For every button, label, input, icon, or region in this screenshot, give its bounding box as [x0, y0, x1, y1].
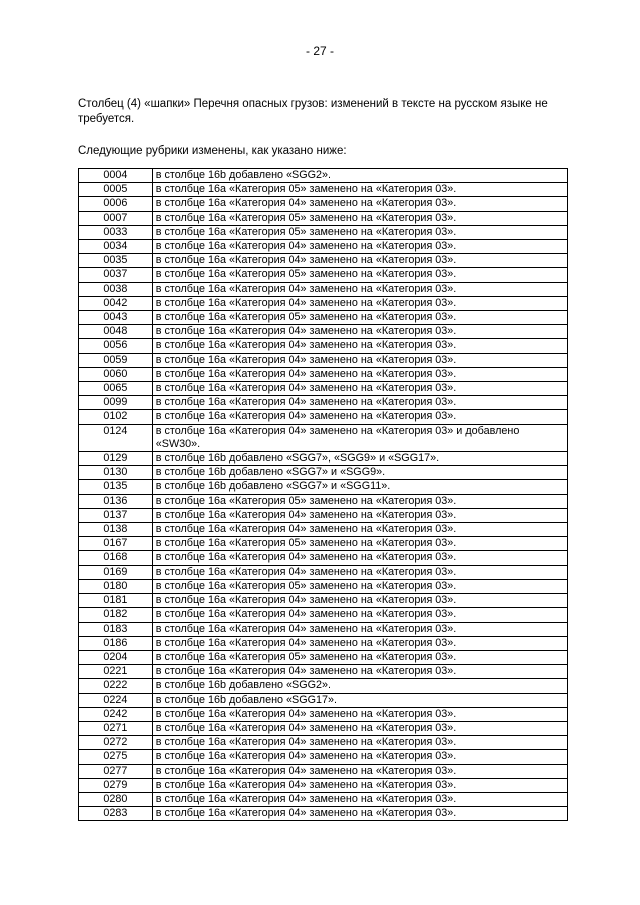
- table-row: [79, 537, 568, 551]
- un-number-cell: 0204: [79, 650, 153, 664]
- un-number-cell: 0042: [79, 296, 153, 310]
- amendment-text-cell: в столбце 16а «Категория 04» заменено на «Категория 03».: [152, 254, 567, 268]
- amendment-text-cell: в столбце 16а «Категория 04» заменено на «Категория 03».: [152, 707, 567, 721]
- amendment-text-cell: в столбце 16а «Категория 04» заменено на «Категория 03».: [152, 240, 567, 254]
- amendment-text-cell: в столбце 16а «Категория 04» заменено на «Категория 03».: [152, 339, 567, 353]
- table-row: [79, 353, 568, 367]
- amendment-text-cell: в столбце 16а «Категория 04» заменено на «Категория 03».: [152, 551, 567, 565]
- un-number-cell: 0136: [79, 494, 153, 508]
- table-row: [79, 424, 568, 451]
- amendment-text-cell: в столбце 16а «Категория 05» заменено на «Категория 03».: [152, 268, 567, 282]
- amendment-text-cell: в столбце 16а «Категория 04» заменено на «Категория 03».: [152, 367, 567, 381]
- un-number-cell: 0033: [79, 225, 153, 239]
- un-number-cell: 0099: [79, 396, 153, 410]
- un-number-cell: 0271: [79, 721, 153, 735]
- table-row: [79, 494, 568, 508]
- amendment-text-cell: в столбце 16а «Категория 04» заменено на «Категория 03».: [152, 282, 567, 296]
- amendment-text-cell: в столбце 16а «Категория 04» заменено на «Категория 03».: [152, 565, 567, 579]
- table-row: [79, 268, 568, 282]
- un-number-cell: 0056: [79, 339, 153, 353]
- un-number-cell: 0059: [79, 353, 153, 367]
- table-row: [79, 367, 568, 381]
- intro-paragraph: Столбец (4) «шапки» Перечня опасных грузов: изменений в тексте на русском языке не требуется.: [78, 98, 548, 125]
- un-number-cell: 0181: [79, 594, 153, 608]
- amendment-text-cell: в столбце 16b добавлено «SGG2».: [152, 679, 567, 693]
- un-number-cell: 0182: [79, 608, 153, 622]
- amendment-text-cell: в столбце 16а «Категория 04» заменено на «Категория 03».: [152, 382, 567, 396]
- un-number-cell: 0168: [79, 551, 153, 565]
- amendment-text-cell: в столбце 16а «Категория 04» заменено на «Категория 03».: [152, 523, 567, 537]
- amendment-text-cell: в столбце 16а «Категория 04» заменено на «Категория 03».: [152, 296, 567, 310]
- table-row: [79, 466, 568, 480]
- table-row: [79, 311, 568, 325]
- table-row: [79, 169, 568, 183]
- amendment-text-cell: в столбце 16а «Категория 04» заменено на «Категория 03».: [152, 665, 567, 679]
- table-row: [79, 608, 568, 622]
- amendment-text-cell: в столбце 16а «Категория 04» заменено на «Категория 03».: [152, 353, 567, 367]
- amendment-text-cell: в столбце 16b добавлено «SGG7» и «SGG9».: [152, 466, 567, 480]
- un-number-cell: 0280: [79, 792, 153, 806]
- un-number-cell: 0129: [79, 452, 153, 466]
- table-row: [79, 807, 568, 821]
- amendment-text-cell: в столбце 16а «Категория 04» заменено на «Категория 03».: [152, 636, 567, 650]
- un-number-cell: 0277: [79, 764, 153, 778]
- un-number-cell: 0038: [79, 282, 153, 296]
- un-number-cell: 0005: [79, 183, 153, 197]
- un-number-cell: 0279: [79, 778, 153, 792]
- un-number-cell: 0138: [79, 523, 153, 537]
- un-number-cell: 0283: [79, 807, 153, 821]
- amendments-table-body: [79, 169, 568, 821]
- table-row: [79, 736, 568, 750]
- un-number-cell: 0137: [79, 508, 153, 522]
- table-row: [79, 508, 568, 522]
- table-row: [79, 679, 568, 693]
- table-row: [79, 750, 568, 764]
- table-row: [79, 452, 568, 466]
- table-row: [79, 480, 568, 494]
- table-row: [79, 778, 568, 792]
- table-row: [79, 565, 568, 579]
- amendment-text-cell: в столбце 16а «Категория 04» заменено на «Категория 03».: [152, 736, 567, 750]
- table-row: [79, 183, 568, 197]
- amendment-text-cell: в столбце 16а «Категория 04» заменено на «Категория 03» и добавлено «SW30».: [152, 424, 567, 451]
- table-row: [79, 551, 568, 565]
- un-number-cell: 0060: [79, 367, 153, 381]
- amendments-table: [78, 168, 568, 821]
- un-number-cell: 0124: [79, 424, 153, 451]
- un-number-cell: 0006: [79, 197, 153, 211]
- un-number-cell: 0048: [79, 325, 153, 339]
- amendment-text-cell: в столбце 16а «Категория 05» заменено на «Категория 03».: [152, 311, 567, 325]
- un-number-cell: 0035: [79, 254, 153, 268]
- amendment-text-cell: в столбце 16а «Категория 05» заменено на «Категория 03».: [152, 579, 567, 593]
- amendment-text-cell: в столбце 16а «Категория 05» заменено на «Категория 03».: [152, 183, 567, 197]
- un-number-cell: 0130: [79, 466, 153, 480]
- amendment-text-cell: в столбце 16а «Категория 04» заменено на «Категория 03».: [152, 750, 567, 764]
- amendment-text-cell: в столбце 16а «Категория 05» заменено на «Категория 03».: [152, 211, 567, 225]
- amendment-text-cell: в столбце 16а «Категория 04» заменено на «Категория 03».: [152, 594, 567, 608]
- un-number-cell: 0183: [79, 622, 153, 636]
- table-row: [79, 254, 568, 268]
- table-row: [79, 594, 568, 608]
- page-number: - 27 -: [305, 44, 334, 58]
- amendment-text-cell: в столбце 16b добавлено «SGG17».: [152, 693, 567, 707]
- un-number-cell: 0065: [79, 382, 153, 396]
- table-row: [79, 339, 568, 353]
- un-number-cell: 0007: [79, 211, 153, 225]
- un-number-cell: 0222: [79, 679, 153, 693]
- amendment-text-cell: в столбце 16а «Категория 04» заменено на «Категория 03».: [152, 197, 567, 211]
- un-number-cell: 0275: [79, 750, 153, 764]
- amendment-text-cell: в столбце 16а «Категория 04» заменено на «Категория 03».: [152, 792, 567, 806]
- un-number-cell: 0043: [79, 311, 153, 325]
- table-row: [79, 622, 568, 636]
- table-row: [79, 396, 568, 410]
- un-number-cell: 0180: [79, 579, 153, 593]
- amendment-text-cell: в столбце 16а «Категория 04» заменено на «Категория 03».: [152, 396, 567, 410]
- un-number-cell: 0004: [79, 169, 153, 183]
- amendment-text-cell: в столбце 16а «Категория 05» заменено на «Категория 03».: [152, 494, 567, 508]
- amendment-text-cell: в столбце 16b добавлено «SGG2».: [152, 169, 567, 183]
- un-number-cell: 0037: [79, 268, 153, 282]
- un-number-cell: 0167: [79, 537, 153, 551]
- table-row: [79, 282, 568, 296]
- table-row: [79, 240, 568, 254]
- amendment-text-cell: в столбце 16а «Категория 05» заменено на «Категория 03».: [152, 650, 567, 664]
- table-row: [79, 325, 568, 339]
- table-row: [79, 382, 568, 396]
- table-row: [79, 636, 568, 650]
- table-row: [79, 693, 568, 707]
- table-row: [79, 296, 568, 310]
- un-number-cell: 0221: [79, 665, 153, 679]
- amendment-text-cell: в столбце 16а «Категория 04» заменено на «Категория 03».: [152, 778, 567, 792]
- lead-paragraph: Следующие рубрики изменены, как указано ниже:: [78, 145, 347, 157]
- table-row: [79, 197, 568, 211]
- amendment-text-cell: в столбце 16а «Категория 04» заменено на «Категория 03».: [152, 508, 567, 522]
- table-row: [79, 579, 568, 593]
- un-number-cell: 0034: [79, 240, 153, 254]
- table-row: [79, 721, 568, 735]
- un-number-cell: 0135: [79, 480, 153, 494]
- un-number-cell: 0186: [79, 636, 153, 650]
- amendment-text-cell: в столбце 16b добавлено «SGG7», «SGG9» и «SGG17».: [152, 452, 567, 466]
- table-row: [79, 523, 568, 537]
- un-number-cell: 0224: [79, 693, 153, 707]
- amendment-text-cell: в столбце 16а «Категория 04» заменено на «Категория 03».: [152, 325, 567, 339]
- un-number-cell: 0169: [79, 565, 153, 579]
- amendment-text-cell: в столбце 16а «Категория 04» заменено на «Категория 03».: [152, 608, 567, 622]
- amendment-text-cell: в столбце 16а «Категория 05» заменено на «Категория 03».: [152, 537, 567, 551]
- un-number-cell: 0102: [79, 410, 153, 424]
- table-row: [79, 707, 568, 721]
- table-row: [79, 225, 568, 239]
- amendment-text-cell: в столбце 16а «Категория 04» заменено на «Категория 03».: [152, 721, 567, 735]
- un-number-cell: 0242: [79, 707, 153, 721]
- table-row: [79, 665, 568, 679]
- un-number-cell: 0272: [79, 736, 153, 750]
- amendment-text-cell: в столбце 16а «Категория 04» заменено на «Категория 03».: [152, 764, 567, 778]
- amendment-text-cell: в столбце 16а «Категория 05» заменено на «Категория 03».: [152, 225, 567, 239]
- amendment-text-cell: в столбце 16а «Категория 04» заменено на «Категория 03».: [152, 807, 567, 821]
- table-row: [79, 764, 568, 778]
- table-row: [79, 211, 568, 225]
- table-row: [79, 650, 568, 664]
- table-row: [79, 410, 568, 424]
- amendment-text-cell: в столбце 16а «Категория 04» заменено на «Категория 03».: [152, 622, 567, 636]
- amendment-text-cell: в столбце 16а «Категория 04» заменено на «Категория 03».: [152, 410, 567, 424]
- amendment-text-cell: в столбце 16b добавлено «SGG7» и «SGG11».: [152, 480, 567, 494]
- table-row: [79, 792, 568, 806]
